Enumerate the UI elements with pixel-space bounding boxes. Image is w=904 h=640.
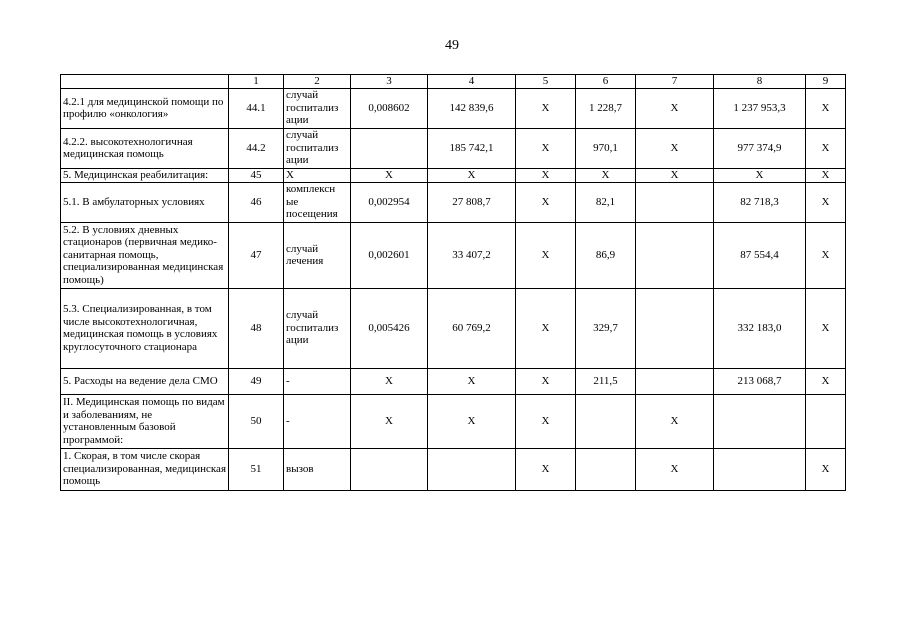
table-cell bbox=[636, 182, 714, 222]
table-cell: вызов bbox=[284, 448, 351, 490]
table-cell: X bbox=[428, 394, 516, 448]
row-label-cell: II. Медицинская помощь по видам и заболеваниям, не установленным базовой программой: bbox=[61, 394, 229, 448]
table-cell: случай госпитализ ации bbox=[284, 288, 351, 368]
table-row bbox=[61, 88, 846, 128]
table-cell: 213 068,7 bbox=[714, 368, 806, 394]
table-cell: 1 228,7 bbox=[576, 88, 636, 128]
table-cell: 33 407,2 bbox=[428, 222, 516, 288]
table-cell: 82 718,3 bbox=[714, 182, 806, 222]
table-row bbox=[61, 288, 846, 368]
table-cell: 0,002601 bbox=[351, 222, 428, 288]
table-cell bbox=[714, 394, 806, 448]
table-cell: X bbox=[636, 448, 714, 490]
table-cell: 185 742,1 bbox=[428, 128, 516, 168]
table-cell: X bbox=[576, 168, 636, 182]
table-cell: X bbox=[714, 168, 806, 182]
table-cell: 86,9 bbox=[576, 222, 636, 288]
table-cell: 50 bbox=[229, 394, 284, 448]
table-cell: случай госпитализ ации bbox=[284, 128, 351, 168]
table-cell: X bbox=[636, 168, 714, 182]
table-cell: комплексн ые посещения bbox=[284, 182, 351, 222]
table-row bbox=[61, 394, 846, 448]
table-cell: X bbox=[636, 128, 714, 168]
table-cell: X bbox=[428, 168, 516, 182]
table-cell: 44.1 bbox=[229, 88, 284, 128]
table-cell: X bbox=[806, 182, 846, 222]
header-cell: 1 bbox=[229, 75, 284, 89]
table-cell: 970,1 bbox=[576, 128, 636, 168]
table-row bbox=[61, 168, 846, 182]
table-cell: X bbox=[284, 168, 351, 182]
table-cell: X bbox=[516, 448, 576, 490]
row-label-cell: 4.2.1 для медицинской помощи по профилю «онкология» bbox=[61, 88, 229, 128]
header-cell: 3 bbox=[351, 75, 428, 89]
table-row bbox=[61, 182, 846, 222]
table-cell: 0,002954 bbox=[351, 182, 428, 222]
table-cell: 27 808,7 bbox=[428, 182, 516, 222]
row-label-cell: 4.2.2. высокотехнологичная медицинская помощь bbox=[61, 128, 229, 168]
header-cell: 2 bbox=[284, 75, 351, 89]
table-cell: - bbox=[284, 368, 351, 394]
table-cell bbox=[714, 448, 806, 490]
table-row bbox=[61, 368, 846, 394]
table-cell: случай лечения bbox=[284, 222, 351, 288]
table-cell: 329,7 bbox=[576, 288, 636, 368]
header-cell: 4 bbox=[428, 75, 516, 89]
table-cell: X bbox=[806, 128, 846, 168]
data-table bbox=[60, 74, 846, 491]
table-cell bbox=[576, 394, 636, 448]
header-cell: 6 bbox=[576, 75, 636, 89]
table-cell: случай госпитализ ации bbox=[284, 88, 351, 128]
table-cell: X bbox=[636, 88, 714, 128]
header-cell: 9 bbox=[806, 75, 846, 89]
table-cell: X bbox=[806, 368, 846, 394]
table-cell: X bbox=[806, 88, 846, 128]
table-cell: 51 bbox=[229, 448, 284, 490]
page-number: 49 bbox=[445, 38, 459, 53]
table-row bbox=[61, 222, 846, 288]
table-cell: 48 bbox=[229, 288, 284, 368]
table-cell: X bbox=[351, 168, 428, 182]
table-cell: X bbox=[516, 182, 576, 222]
table-row bbox=[61, 128, 846, 168]
table-cell bbox=[428, 448, 516, 490]
table-cell: 46 bbox=[229, 182, 284, 222]
header-row bbox=[61, 75, 846, 89]
table-cell: X bbox=[636, 394, 714, 448]
header-cell: 7 bbox=[636, 75, 714, 89]
row-label-cell: 5. Расходы на ведение дела СМО bbox=[61, 368, 229, 394]
table-cell: 60 769,2 bbox=[428, 288, 516, 368]
row-label-cell: 5.1. В амбулаторных условиях bbox=[61, 182, 229, 222]
table-cell: X bbox=[428, 368, 516, 394]
table-cell: - bbox=[284, 394, 351, 448]
table-cell bbox=[351, 128, 428, 168]
table-cell bbox=[576, 448, 636, 490]
table-row bbox=[61, 448, 846, 490]
table-cell: 49 bbox=[229, 368, 284, 394]
table-cell: X bbox=[516, 368, 576, 394]
table-cell: X bbox=[351, 394, 428, 448]
row-label-cell: 5.3. Специализированная, в том числе высокотехнологичная, медицинская помощь в условиях круглосуточного стационара bbox=[61, 288, 229, 368]
table-cell: 1 237 953,3 bbox=[714, 88, 806, 128]
table-cell: 0,008602 bbox=[351, 88, 428, 128]
table-cell bbox=[351, 448, 428, 490]
table-cell: X bbox=[806, 222, 846, 288]
table-cell: 332 183,0 bbox=[714, 288, 806, 368]
table-cell: X bbox=[516, 88, 576, 128]
table-cell bbox=[806, 394, 846, 448]
table-cell: 44.2 bbox=[229, 128, 284, 168]
table-cell: X bbox=[516, 394, 576, 448]
table-cell: 87 554,4 bbox=[714, 222, 806, 288]
table-cell bbox=[636, 222, 714, 288]
table-cell: X bbox=[516, 222, 576, 288]
table-cell bbox=[636, 368, 714, 394]
table-cell: X bbox=[806, 448, 846, 490]
table-cell: X bbox=[516, 288, 576, 368]
header-cell bbox=[61, 75, 229, 89]
table-cell bbox=[636, 288, 714, 368]
table-cell: 977 374,9 bbox=[714, 128, 806, 168]
row-label-cell: 1. Скорая, в том числе скорая специализированная, медицинская помощь bbox=[61, 448, 229, 490]
table-cell: X bbox=[806, 168, 846, 182]
header-cell: 5 bbox=[516, 75, 576, 89]
table-cell: 0,005426 bbox=[351, 288, 428, 368]
table-cell: 47 bbox=[229, 222, 284, 288]
table-cell: X bbox=[516, 128, 576, 168]
table-cell: 142 839,6 bbox=[428, 88, 516, 128]
header-cell: 8 bbox=[714, 75, 806, 89]
table-cell: 211,5 bbox=[576, 368, 636, 394]
table-cell: X bbox=[351, 368, 428, 394]
table-cell: X bbox=[516, 168, 576, 182]
table-cell: 82,1 bbox=[576, 182, 636, 222]
row-label-cell: 5.2. В условиях дневных стационаров (первичная медико-санитарная помощь, специализированная медицинская помощь) bbox=[61, 222, 229, 288]
table-cell: 45 bbox=[229, 168, 284, 182]
row-label-cell: 5. Медицинская реабилитация: bbox=[61, 168, 229, 182]
table-cell: X bbox=[806, 288, 846, 368]
